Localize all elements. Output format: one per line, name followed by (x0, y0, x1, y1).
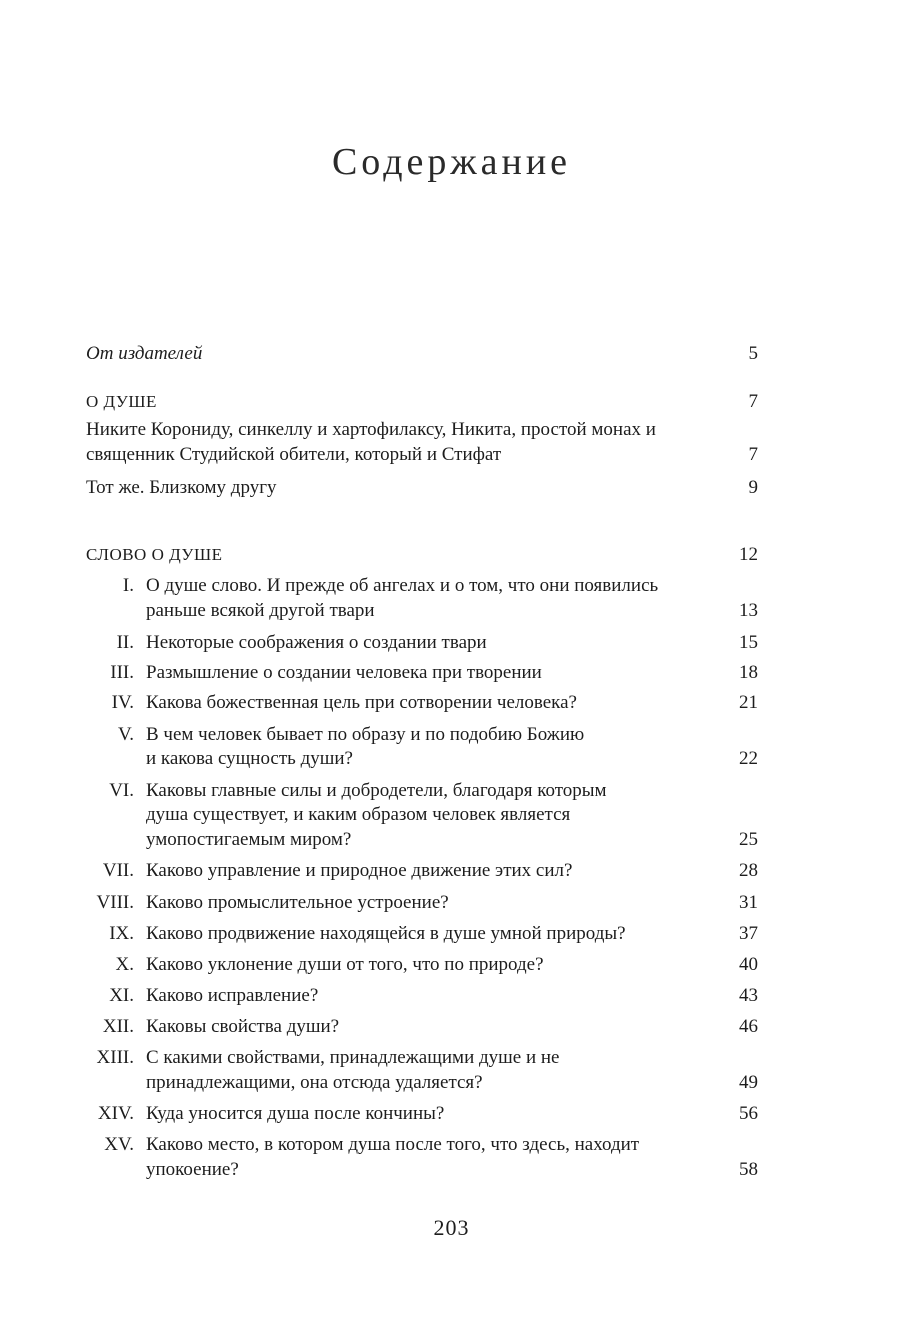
chapter-title-line: принадлежащими, она отсюда удаляется? (146, 1072, 483, 1093)
chapter-page: 40 (739, 954, 758, 975)
chapter-title-line: упокоение? (146, 1159, 239, 1180)
chapter-title-line: Каково место, в котором душа после того, что здесь, находит (146, 1134, 640, 1155)
toc-entry-page: 9 (748, 477, 758, 498)
chapter-number: XI. (109, 985, 134, 1006)
chapter-title-line: Некоторые соображения о создании твари (146, 632, 487, 653)
chapter-number: II. (116, 632, 134, 653)
part2-heading: СЛОВО О ДУШЕ (86, 545, 223, 564)
chapter-page: 13 (739, 600, 758, 621)
chapter-page: 49 (739, 1072, 758, 1093)
toc-entry-line: Тот же. Близкому другу (86, 477, 277, 498)
chapter-title-line: В чем человек бывает по образу и по подобию Божию (146, 724, 585, 745)
page-title: Содержание (331, 141, 572, 183)
chapter-page: 18 (739, 662, 758, 683)
chapter-number: VI. (109, 780, 134, 801)
chapter-number: VII. (102, 860, 134, 881)
chapter-page: 46 (739, 1016, 758, 1037)
chapter-title-line: раньше всякой другой твари (146, 600, 375, 621)
chapter-number: VIII. (96, 892, 134, 913)
chapter-number: I. (122, 575, 134, 596)
chapter-title-line: С какими свойствами, принадлежащими душе и не (146, 1047, 560, 1068)
chapter-title-line: Каково промыслительное устроение? (146, 892, 449, 913)
toc-entry-publishers: От издателей (86, 343, 203, 364)
chapter-title-line: Какова божественная цель при сотворении человека? (146, 692, 577, 713)
chapter-title-line: Каково исправление? (146, 985, 319, 1006)
chapter-title-line: Размышление о создании человека при творении (146, 662, 542, 683)
chapter-page: 58 (739, 1159, 758, 1180)
chapter-page: 28 (739, 860, 758, 881)
chapter-title-line: Каковы главные силы и добродетели, благодаря которым (146, 780, 607, 801)
chapter-number: V. (117, 724, 134, 745)
chapter-title-line: Куда уносится душа после кончины? (146, 1103, 445, 1124)
chapter-page: 37 (739, 923, 758, 944)
toc-entry-line: Никите Корониду, синкеллу и хартофилаксу, Никита, простой монах и (86, 419, 656, 440)
chapter-number: III. (110, 662, 134, 683)
chapter-title-line: О душе слово. И прежде об ангелах и о том, что они появились (146, 575, 659, 596)
chapter-page: 43 (739, 985, 758, 1006)
chapter-page: 21 (739, 692, 758, 713)
chapter-number: XV. (104, 1134, 134, 1155)
page-number: 203 (433, 1215, 470, 1240)
chapter-title-line: умопостигаемым миром? (146, 829, 352, 850)
chapter-number: IV. (111, 692, 134, 713)
toc-entry-line: священник Студийской обители, который и Стифат (86, 444, 502, 465)
chapter-page: 25 (739, 829, 758, 850)
chapter-title-line: Каково уклонение души от того, что по природе? (146, 954, 544, 975)
chapter-title-line: и какова сущность души? (146, 748, 353, 769)
chapter-number: IX. (109, 923, 134, 944)
chapter-page: 31 (739, 892, 758, 913)
chapter-title-line: Каково продвижение находящейся в душе умной природы? (146, 923, 626, 944)
chapter-title-line: Каково управление и природное движение этих сил? (146, 860, 573, 881)
chapter-title-line: душа существует, и каким образом человек является (146, 804, 571, 825)
chapter-number: XIV. (97, 1103, 134, 1124)
toc-entry-page: 7 (748, 444, 758, 465)
part1-heading: О ДУШЕ (86, 392, 157, 411)
toc-page-publishers: 5 (748, 343, 758, 364)
part1-page: 7 (748, 391, 758, 412)
chapter-number: XIII. (96, 1047, 134, 1068)
chapter-page: 15 (739, 632, 758, 653)
chapter-title-line: Каковы свойства души? (146, 1016, 340, 1037)
chapter-page: 22 (739, 748, 758, 769)
part2-page: 12 (739, 544, 758, 565)
chapter-page: 56 (739, 1103, 758, 1124)
chapter-number: X. (115, 954, 134, 975)
chapter-number: XII. (102, 1016, 134, 1037)
